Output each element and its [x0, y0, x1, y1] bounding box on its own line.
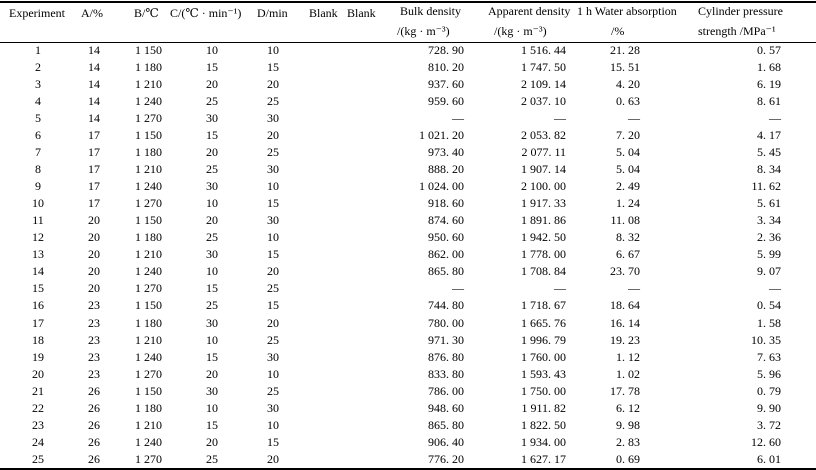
table-row	[0, 161, 816, 178]
cell-experiment: 24	[32, 434, 44, 449]
cell-experiment: 11	[32, 213, 44, 228]
cell-c: 25	[206, 451, 218, 466]
cell-water-absorption: 21. 28	[610, 43, 640, 57]
header-cylinder-pressure: Cylinder pressure strength /MPa⁻¹	[698, 4, 783, 38]
table-row	[0, 263, 816, 280]
cell-apparent-density: 1 750. 00	[521, 383, 566, 398]
cell-a: 14	[88, 77, 100, 92]
cell-bulk-density: —	[452, 111, 464, 126]
cell-c: 20	[206, 213, 218, 228]
cell-cylinder-pressure: 8. 61	[757, 94, 781, 109]
cell-water-absorption: 2. 83	[616, 434, 640, 449]
table-row	[0, 195, 816, 212]
cell-c: 10	[206, 264, 218, 279]
cell-cylinder-pressure: 8. 34	[757, 162, 781, 177]
cell-a: 23	[88, 315, 100, 330]
cell-bulk-density: 937. 60	[428, 77, 464, 92]
cell-water-absorption: 1. 02	[616, 366, 640, 381]
cell-d: 10	[267, 43, 279, 57]
cell-cylinder-pressure: 11. 62	[751, 179, 781, 194]
table-row	[0, 451, 816, 468]
cell-c: 15	[206, 349, 218, 364]
cell-bulk-density: 1 021. 20	[419, 128, 464, 143]
cell-c: 10	[206, 43, 218, 57]
cell-a: 17	[88, 179, 100, 194]
table-row	[0, 59, 816, 76]
cell-cylinder-pressure: 9. 07	[757, 264, 781, 279]
cell-cylinder-pressure: 1. 58	[757, 315, 781, 330]
cell-water-absorption: —	[628, 281, 640, 296]
cell-b: 1 210	[135, 247, 162, 262]
cell-a: 20	[88, 281, 100, 296]
cell-water-absorption: 6. 12	[616, 400, 640, 415]
cell-c: 30	[206, 111, 218, 126]
cell-water-absorption: 0. 69	[616, 451, 640, 466]
cell-bulk-density: 780. 00	[428, 315, 464, 330]
cell-a: 20	[88, 213, 100, 228]
cell-cylinder-pressure: 6. 01	[757, 451, 781, 466]
cell-a: 23	[88, 332, 100, 347]
cell-water-absorption: 0. 63	[616, 94, 640, 109]
cell-bulk-density: 1 024. 00	[419, 179, 464, 194]
cell-b: 1 270	[135, 281, 162, 296]
cell-experiment: 6	[35, 128, 41, 143]
header-b: B/℃	[134, 6, 159, 20]
cell-c: 25	[206, 298, 218, 313]
cell-apparent-density: 1 718. 67	[521, 298, 566, 313]
cell-cylinder-pressure: 9. 90	[757, 400, 781, 415]
cell-experiment: 20	[32, 366, 44, 381]
cell-d: 15	[267, 434, 279, 449]
header-apparent-density: Apparent density /(kg · m⁻³)	[488, 4, 571, 38]
cell-water-absorption: 7. 20	[616, 128, 640, 143]
cell-apparent-density: 2 100. 00	[521, 179, 566, 194]
cell-experiment: 18	[32, 332, 44, 347]
header-experiment: Experiment	[9, 6, 65, 20]
cell-a: 17	[88, 196, 100, 211]
cell-experiment: 9	[35, 179, 41, 194]
table-row	[0, 127, 816, 144]
cell-b: 1 240	[135, 264, 162, 279]
cell-bulk-density: 906. 40	[428, 434, 464, 449]
cell-apparent-density: 1 917. 33	[521, 196, 566, 211]
header-bulk-density: Bulk density /(kg · m⁻³)	[397, 4, 462, 38]
cell-c: 15	[206, 281, 218, 296]
cell-apparent-density: 1 778. 00	[521, 247, 566, 262]
cell-bulk-density: 973. 40	[428, 145, 464, 160]
cell-a: 14	[88, 111, 100, 126]
cell-d: 20	[267, 128, 279, 143]
cell-d: 10	[267, 366, 279, 381]
cell-experiment: 16	[32, 298, 44, 313]
cell-cylinder-pressure: 4. 17	[757, 128, 781, 143]
cell-apparent-density: 2 109. 14	[521, 77, 566, 92]
cell-a: 14	[88, 43, 100, 57]
cell-b: 1 240	[135, 94, 162, 109]
cell-b: 1 180	[135, 60, 162, 75]
cell-cylinder-pressure: 6. 19	[757, 77, 781, 92]
table-row	[0, 400, 816, 417]
cell-water-absorption: 17. 78	[610, 383, 640, 398]
cell-apparent-density: 1 996. 79	[521, 332, 566, 347]
cell-apparent-density: 2 053. 82	[521, 128, 566, 143]
cell-cylinder-pressure: —	[769, 281, 781, 296]
cell-d: 20	[267, 77, 279, 92]
cell-experiment: 13	[32, 247, 44, 262]
cell-experiment: 1	[35, 43, 41, 57]
cell-a: 14	[88, 60, 100, 75]
cell-bulk-density: 888. 20	[428, 162, 464, 177]
cell-experiment: 23	[32, 417, 44, 432]
cell-bulk-density: 744. 80	[428, 298, 464, 313]
cell-cylinder-pressure: 5. 99	[757, 247, 781, 262]
cell-b: 1 150	[135, 383, 162, 398]
table-row	[0, 349, 816, 366]
cell-a: 23	[88, 366, 100, 381]
cell-bulk-density: 959. 60	[428, 94, 464, 109]
cell-b: 1 270	[135, 111, 162, 126]
cell-apparent-density: —	[554, 111, 566, 126]
cell-a: 23	[88, 349, 100, 364]
cell-apparent-density: 1 934. 00	[521, 434, 566, 449]
cell-d: 20	[267, 451, 279, 466]
cell-c: 10	[206, 400, 218, 415]
cell-experiment: 17	[32, 315, 44, 330]
cell-cylinder-pressure: 5. 61	[757, 196, 781, 211]
table-row	[0, 178, 816, 195]
header-d: D/min	[257, 6, 288, 20]
cell-c: 15	[206, 128, 218, 143]
cell-a: 23	[88, 298, 100, 313]
cell-d: 30	[267, 213, 279, 228]
cell-water-absorption: 6. 67	[616, 247, 640, 262]
cell-c: 25	[206, 94, 218, 109]
cell-cylinder-pressure: 0. 54	[757, 298, 781, 313]
cell-cylinder-pressure: 12. 60	[751, 434, 781, 449]
cell-c: 20	[206, 366, 218, 381]
table-row	[0, 315, 816, 332]
cell-water-absorption: 5. 04	[616, 145, 640, 160]
cell-water-absorption: 8. 32	[616, 230, 640, 245]
cell-cylinder-pressure: 2. 36	[757, 230, 781, 245]
table-row	[0, 434, 816, 451]
cell-c: 20	[206, 77, 218, 92]
cell-experiment: 7	[35, 145, 41, 160]
cell-experiment: 8	[35, 162, 41, 177]
cell-bulk-density: 874. 60	[428, 213, 464, 228]
cell-cylinder-pressure: 1. 68	[757, 60, 781, 75]
cell-experiment: 25	[32, 451, 44, 466]
cell-bulk-density: 833. 80	[428, 366, 464, 381]
cell-bulk-density: 971. 30	[428, 332, 464, 347]
cell-water-absorption: 5. 04	[616, 162, 640, 177]
cell-water-absorption: 2. 49	[616, 179, 640, 194]
cell-d: 20	[267, 315, 279, 330]
cell-apparent-density: 1 760. 00	[521, 349, 566, 364]
cell-water-absorption: 16. 14	[610, 315, 640, 330]
cell-bulk-density: —	[452, 281, 464, 296]
cell-bulk-density: 876. 80	[428, 349, 464, 364]
cell-water-absorption: 18. 64	[610, 298, 640, 313]
table-row	[0, 76, 816, 93]
cell-experiment: 15	[32, 281, 44, 296]
cell-b: 1 210	[135, 77, 162, 92]
cell-c: 10	[206, 332, 218, 347]
cell-b: 1 240	[135, 179, 162, 194]
cell-d: 30	[267, 400, 279, 415]
cell-b: 1 270	[135, 366, 162, 381]
cell-d: 15	[267, 298, 279, 313]
cell-apparent-density: 1 911. 82	[521, 400, 566, 415]
cell-experiment: 10	[32, 196, 44, 211]
cell-a: 17	[88, 162, 100, 177]
cell-cylinder-pressure: 10. 35	[751, 332, 781, 347]
cell-b: 1 210	[135, 162, 162, 177]
cell-c: 20	[206, 434, 218, 449]
cell-c: 30	[206, 383, 218, 398]
cell-apparent-density: 1 593. 43	[521, 366, 566, 381]
header-a: A/%	[81, 6, 103, 20]
table-row	[0, 93, 816, 110]
table-row	[0, 42, 816, 59]
cell-apparent-density: 1 627. 17	[521, 451, 566, 466]
cell-apparent-density: 1 747. 50	[521, 60, 566, 75]
cell-b: 1 240	[135, 434, 162, 449]
cell-experiment: 21	[32, 383, 44, 398]
table-bottom-rule	[0, 468, 816, 470]
cell-bulk-density: 862. 00	[428, 247, 464, 262]
table-row	[0, 383, 816, 400]
cell-a: 20	[88, 247, 100, 262]
cell-a: 26	[88, 417, 100, 432]
cell-water-absorption: 1. 12	[616, 349, 640, 364]
cell-cylinder-pressure: 7. 63	[757, 349, 781, 364]
header-water-absorption: 1 h Water absorption /%	[577, 4, 677, 38]
cell-cylinder-pressure: —	[769, 111, 781, 126]
cell-d: 20	[267, 264, 279, 279]
cell-b: 1 150	[135, 298, 162, 313]
cell-d: 15	[267, 247, 279, 262]
cell-water-absorption: 15. 51	[610, 60, 640, 75]
cell-bulk-density: 865. 80	[428, 264, 464, 279]
header-blank-1: Blank	[309, 6, 338, 20]
cell-d: 15	[267, 196, 279, 211]
cell-c: 15	[206, 60, 218, 75]
cell-b: 1 180	[135, 400, 162, 415]
cell-d: 25	[267, 145, 279, 160]
cell-apparent-density: 2 037. 10	[521, 94, 566, 109]
cell-water-absorption: 9. 98	[616, 417, 640, 432]
cell-cylinder-pressure: 0. 57	[757, 43, 781, 57]
cell-bulk-density: 865. 80	[428, 417, 464, 432]
cell-b: 1 150	[135, 213, 162, 228]
cell-b: 1 150	[135, 128, 162, 143]
cell-apparent-density: 1 942. 50	[521, 230, 566, 245]
cell-a: 17	[88, 128, 100, 143]
cell-water-absorption: —	[628, 111, 640, 126]
cell-d: 25	[267, 281, 279, 296]
cell-d: 25	[267, 383, 279, 398]
cell-apparent-density: —	[554, 281, 566, 296]
header-blank-2: Blank	[347, 6, 376, 20]
cell-a: 20	[88, 230, 100, 245]
cell-d: 25	[267, 94, 279, 109]
cell-c: 10	[206, 196, 218, 211]
cell-bulk-density: 918. 60	[428, 196, 464, 211]
table-row	[0, 297, 816, 314]
cell-water-absorption: 19. 23	[610, 332, 640, 347]
table-body	[0, 42, 816, 468]
cell-water-absorption: 4. 20	[616, 77, 640, 92]
cell-experiment: 5	[35, 111, 41, 126]
cell-water-absorption: 23. 70	[610, 264, 640, 279]
cell-experiment: 12	[32, 230, 44, 245]
cell-apparent-density: 1 907. 14	[521, 162, 566, 177]
cell-d: 10	[267, 179, 279, 194]
cell-experiment: 4	[35, 94, 41, 109]
cell-d: 25	[267, 332, 279, 347]
cell-b: 1 210	[135, 417, 162, 432]
cell-b: 1 270	[135, 196, 162, 211]
cell-a: 20	[88, 264, 100, 279]
cell-b: 1 180	[135, 230, 162, 245]
cell-apparent-density: 2 077. 11	[521, 145, 566, 160]
cell-c: 30	[206, 247, 218, 262]
table-row	[0, 280, 816, 297]
table-row	[0, 332, 816, 349]
cell-cylinder-pressure: 0. 79	[757, 383, 781, 398]
cell-c: 30	[206, 179, 218, 194]
cell-d: 15	[267, 60, 279, 75]
table-row	[0, 417, 816, 434]
cell-bulk-density: 810. 20	[428, 60, 464, 75]
table-row	[0, 229, 816, 246]
cell-b: 1 210	[135, 332, 162, 347]
cell-cylinder-pressure: 5. 45	[757, 145, 781, 160]
cell-water-absorption: 1. 24	[616, 196, 640, 211]
cell-d: 30	[267, 162, 279, 177]
cell-c: 20	[206, 145, 218, 160]
cell-cylinder-pressure: 3. 34	[757, 213, 781, 228]
cell-c: 25	[206, 162, 218, 177]
cell-c: 15	[206, 417, 218, 432]
cell-b: 1 270	[135, 451, 162, 466]
cell-c: 30	[206, 315, 218, 330]
cell-bulk-density: 950. 60	[428, 230, 464, 245]
cell-b: 1 240	[135, 349, 162, 364]
cell-bulk-density: 948. 60	[428, 400, 464, 415]
cell-c: 25	[206, 230, 218, 245]
cell-apparent-density: 1 891. 86	[521, 213, 566, 228]
cell-a: 26	[88, 434, 100, 449]
cell-d: 10	[267, 417, 279, 432]
cell-bulk-density: 728. 90	[428, 43, 464, 57]
cell-a: 26	[88, 451, 100, 466]
cell-apparent-density: 1 665. 76	[521, 315, 566, 330]
cell-d: 30	[267, 111, 279, 126]
cell-water-absorption: 11. 08	[610, 213, 640, 228]
cell-cylinder-pressure: 3. 72	[757, 417, 781, 432]
cell-apparent-density: 1 822. 50	[521, 417, 566, 432]
cell-experiment: 14	[32, 264, 44, 279]
table-row	[0, 110, 816, 127]
cell-experiment: 22	[32, 400, 44, 415]
cell-a: 14	[88, 94, 100, 109]
table-row	[0, 246, 816, 263]
cell-a: 26	[88, 400, 100, 415]
cell-b: 1 180	[135, 315, 162, 330]
cell-apparent-density: 1 708. 84	[521, 264, 566, 279]
cell-a: 17	[88, 145, 100, 160]
cell-apparent-density: 1 516. 44	[521, 43, 566, 57]
cell-b: 1 150	[135, 43, 162, 57]
cell-bulk-density: 776. 20	[428, 451, 464, 466]
cell-bulk-density: 786. 00	[428, 383, 464, 398]
table-row	[0, 144, 816, 161]
table-row	[0, 212, 816, 229]
cell-d: 10	[267, 230, 279, 245]
header-c: C/(℃ · min⁻¹)	[170, 6, 242, 20]
cell-experiment: 19	[32, 349, 44, 364]
cell-b: 1 180	[135, 145, 162, 160]
cell-a: 26	[88, 383, 100, 398]
cell-experiment: 3	[35, 77, 41, 92]
cell-cylinder-pressure: 5. 96	[757, 366, 781, 381]
table-row	[0, 366, 816, 383]
cell-d: 30	[267, 349, 279, 364]
cell-experiment: 2	[35, 60, 41, 75]
